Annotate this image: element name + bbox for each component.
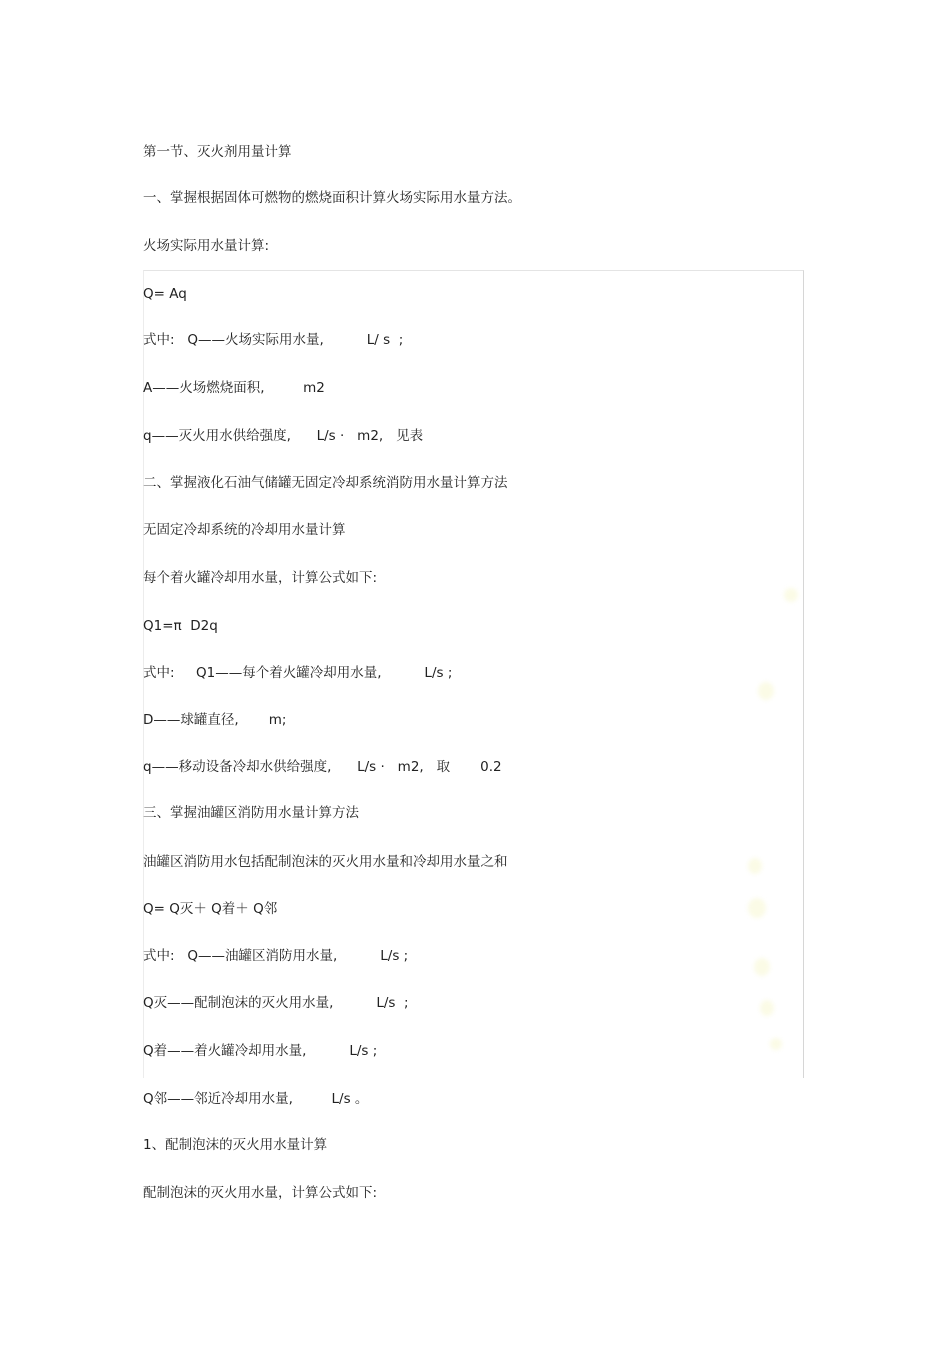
scan-blot [770, 1038, 782, 1050]
text-line: 油罐区消防用水包括配制泡沫的灭火用水量和冷却用水量之和 [143, 854, 508, 870]
text-line: 火场实际用水量计算: [143, 238, 270, 254]
text-line: A——火场燃烧面积, m2 [143, 380, 325, 396]
text-line: Q着——着火罐冷却用水量, L/s ; [143, 1043, 378, 1059]
text-line: Q灭——配制泡沫的灭火用水量, L/s ; [143, 995, 409, 1011]
scan-blot [758, 682, 774, 700]
text-line: Q邻——邻近冷却用水量, L/s 。 [143, 1091, 369, 1107]
text-line: 式中: Q1——每个着火罐冷却用水量, L/s ; [143, 665, 453, 681]
heading-1: 一、掌握根据固体可燃物的燃烧面积计算火场实际用水量方法。 [143, 190, 521, 206]
formula-line: Q= Aq [143, 286, 187, 302]
text-line: 式中: Q——火场实际用水量, L/ s ; [143, 332, 404, 348]
text-line: D——球罐直径, m; [143, 712, 287, 728]
text-line: q——移动设备冷却水供给强度, L/s · m2, 取 0.2 [143, 759, 502, 775]
formula-line: Q1=π D2q [143, 618, 218, 634]
scan-blot [760, 1000, 774, 1016]
text-line: 无固定冷却系统的冷却用水量计算 [143, 522, 346, 538]
text-line: 配制泡沫的灭火用水量，计算公式如下: [143, 1185, 378, 1201]
formula-line: Q= Q灭＋ Q着＋ Q邻 [143, 901, 278, 917]
scan-blot [748, 858, 762, 874]
text-line: 式中: Q——油罐区消防用水量, L/s ; [143, 948, 409, 964]
section-title: 第一节、灭火剂用量计算 [143, 144, 292, 160]
scan-blot [748, 898, 766, 918]
scan-blot [754, 958, 770, 976]
text-line: 每个着火罐冷却用水量，计算公式如下: [143, 570, 378, 586]
heading-3: 三、掌握油罐区消防用水量计算方法 [143, 805, 359, 821]
text-line: q——灭火用水供给强度, L/s · m2, 见表 [143, 428, 424, 444]
subheading: 1、配制泡沫的灭火用水量计算 [143, 1137, 328, 1153]
heading-2: 二、掌握液化石油气储罐无固定冷却系统消防用水量计算方法 [143, 475, 508, 491]
scan-blot [784, 588, 798, 602]
